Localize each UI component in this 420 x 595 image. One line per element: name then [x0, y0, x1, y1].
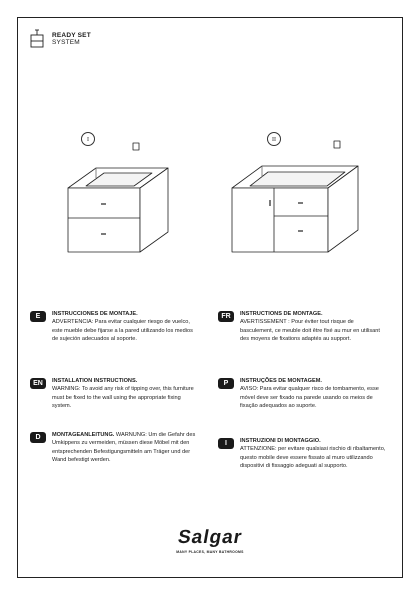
figure-marker-2: II: [267, 132, 281, 146]
header-subtitle: SYSTEM: [52, 39, 80, 46]
instruction-title-es: INSTRUCCIONES DE MONTAJE.: [52, 311, 138, 317]
instruction-block-en: [30, 377, 200, 410]
language-badge-es: E: [30, 311, 46, 322]
instruction-title-en: INSTALLATION INSTRUCTIONS.: [52, 378, 138, 384]
cabinet-two-drawers: [68, 143, 168, 252]
language-badge-en: EN: [30, 378, 46, 389]
instruction-title-pt: INSTRUÇÕES DE MONTAGEM.: [240, 378, 322, 384]
instruction-block-es: [30, 310, 200, 343]
instruction-body-en: WARNING: To avoid any risk of tipping over, this furniture must be fixed to the wall using the appropriate fixing system.: [52, 386, 194, 409]
instruction-body-fr: AVERTISSEMENT : Pour éviter tout risque de basculement, ce meuble doit être fixé au mur en utilisant des moyens de fixations adaptés au support.: [240, 319, 380, 342]
figure-marker-1: I: [81, 132, 95, 146]
cabinet-door-and-drawers: [232, 141, 358, 252]
language-badge-pt: P: [218, 378, 234, 389]
language-badge-fr: FR: [218, 311, 234, 322]
instruction-title-it: INSTRUZIONI DI MONTAGGIO.: [240, 438, 321, 444]
instruction-body-pt: AVISO: Para evitar qualquer risco de tombamento, esse móvel deve ser fixado na parede usando os meios de fixação adequados ao suporte.: [240, 386, 379, 409]
instruction-block-de: [30, 431, 200, 464]
brand-logo: [0, 527, 420, 554]
instruction-block-it: [218, 437, 388, 470]
logo-tagline: MANY PLACES, MANY BATHROOMS: [176, 550, 244, 554]
instruction-title-fr: INSTRUCTIONS DE MONTAGE.: [240, 311, 323, 317]
logo-wordmark: Salgar: [176, 527, 244, 548]
language-badge-it: I: [218, 438, 234, 449]
header-title: READY SET: [52, 32, 91, 39]
language-badge-de: D: [30, 432, 46, 443]
instruction-body-es: ADVERTENCIA: Para evitar cualquier riesgo de vuelco, este mueble debe fijarse a la pared utilizando los medios de sujeción adecuados al soporte.: [52, 319, 193, 342]
instruction-title-de: MONTAGEANLEITUNG.: [52, 432, 115, 438]
instruction-block-pt: [218, 377, 388, 410]
instruction-body-de: WARNUNG: Um die Gefahr des Umkippens zu vermeiden, müssen diese Möbel mit den entsprechenden Befestigungsmitteln am Träger und der Wand befestigt werden.: [52, 432, 196, 463]
instruction-body-it: ATTENZIONE: per evitare qualsiasi rischio di ribaltamento, questo mobile deve essere fissato al muro utilizzando dispositivi di fissaggio adeguati al supporto.: [240, 446, 386, 469]
instruction-block-fr: [218, 310, 388, 343]
